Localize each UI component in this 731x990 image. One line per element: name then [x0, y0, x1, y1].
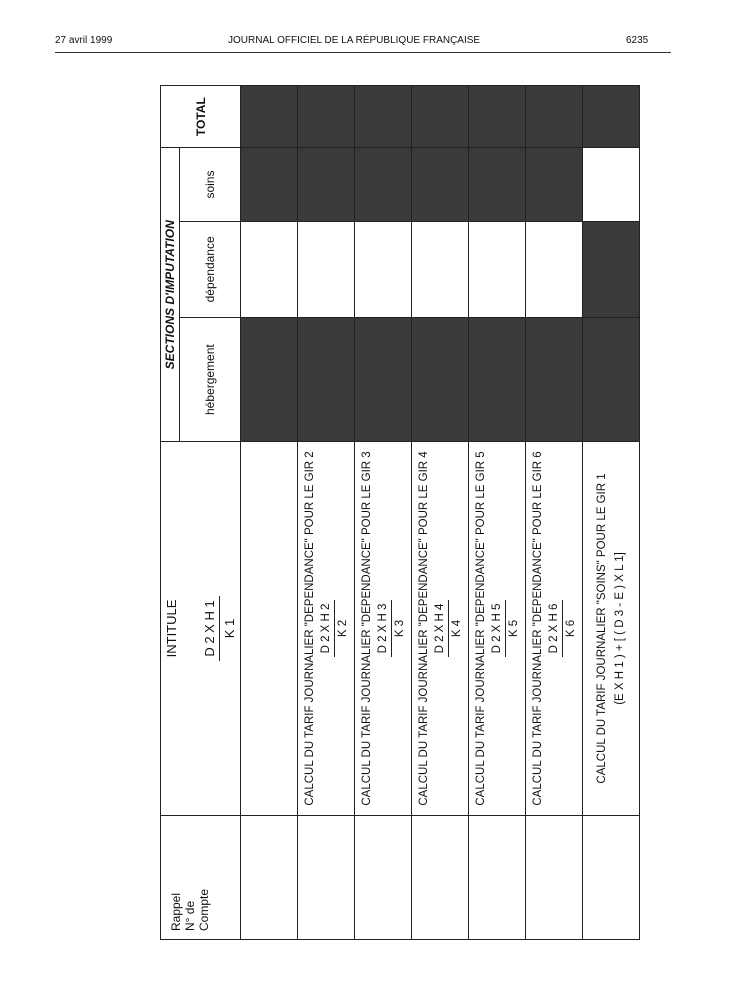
row-label: CALCUL DU TARIF JOURNALIER "DEPENDANCE" POUR LE GIR 6	[532, 451, 544, 806]
table-cell-rappel	[355, 815, 412, 939]
row-fraction-denominator: K 4	[451, 619, 463, 638]
row-fraction	[377, 600, 406, 658]
row-fraction-numerator: D 2 X H 3	[377, 600, 392, 658]
table-cell-intitule	[412, 442, 469, 815]
rotated-table-container	[160, 85, 626, 940]
table-cell-rappel	[526, 815, 583, 939]
row-label: CALCUL DU TARIF JOURNALIER "DEPENDANCE" POUR LE GIR 2	[304, 451, 316, 806]
row-fraction-denominator: K 2	[337, 619, 349, 638]
column-header-intitule	[161, 442, 241, 815]
header-date: 27 avril 1999	[55, 35, 113, 46]
first-fraction-numerator: D 2 X H 1	[202, 596, 220, 660]
row-fraction-denominator: K 5	[508, 619, 520, 638]
column-header-rappel	[161, 815, 241, 939]
first-fraction	[202, 596, 237, 660]
row-label: CALCUL DU TARIF JOURNALIER "SOINS" POUR LE GIR 1	[596, 473, 608, 784]
table-cell-intitule	[355, 442, 412, 815]
table-cell-rappel	[241, 815, 298, 939]
table-cell-total-shaded	[526, 86, 583, 148]
table-cell-dependance	[412, 221, 469, 317]
table-cell-soins-shaded	[298, 148, 355, 222]
table-cell-soins-shaded	[469, 148, 526, 222]
table-cell-dependance	[355, 221, 412, 317]
table-cell-hebergement-shaded	[355, 317, 412, 441]
row-fraction-numerator: D 2 X H 2	[320, 600, 335, 658]
row-label: CALCUL DU TARIF JOURNALIER "DEPENDANCE" POUR LE GIR 4	[418, 451, 430, 806]
column-header-dependance: dépendance	[180, 221, 241, 317]
table-cell-dependance	[526, 221, 583, 317]
table-cell-intitule	[469, 442, 526, 815]
table-cell-soins-shaded	[526, 148, 583, 222]
first-fraction-denominator: K 1	[222, 618, 237, 639]
table-cell-total-shaded	[583, 86, 640, 148]
table-cell-total-shaded	[412, 86, 469, 148]
table-cell-hebergement-shaded	[583, 317, 640, 441]
row-formula: (E X H 1 ) + [ ( D 3 - E ) X L 1]	[614, 552, 626, 705]
table-cell-hebergement-shaded	[412, 317, 469, 441]
row-fraction	[434, 600, 463, 658]
table-cell-dependance-shaded	[583, 221, 640, 317]
table-cell-dependance	[241, 221, 298, 317]
sections-imputation-header: SECTIONS D'IMPUTATION	[161, 148, 180, 442]
row-label: CALCUL DU TARIF JOURNALIER "DEPENDANCE" POUR LE GIR 5	[475, 451, 487, 806]
table-cell-hebergement-shaded	[298, 317, 355, 441]
header-rule	[55, 52, 671, 53]
table-cell-soins	[583, 148, 640, 222]
column-header-hebergement: hébergement	[180, 317, 241, 441]
column-header-total: TOTAL	[161, 86, 241, 148]
table-cell-soins-shaded	[355, 148, 412, 222]
row-fraction-numerator: D 2 X H 4	[434, 600, 449, 658]
table-cell-intitule	[298, 442, 355, 815]
table-cell-hebergement-shaded	[526, 317, 583, 441]
header-page-number: 6235	[626, 35, 649, 46]
row-fraction-numerator: D 2 X H 5	[491, 600, 506, 658]
row-fraction	[320, 600, 349, 658]
table-cell-total-shaded	[241, 86, 298, 148]
table-cell-intitule	[526, 442, 583, 815]
table-cell-total-shaded	[355, 86, 412, 148]
table-cell-rappel	[583, 815, 640, 939]
column-header-soins: soins	[180, 148, 241, 222]
rappel-label: Rappel N° de Compte	[169, 888, 211, 931]
tariff-table	[160, 85, 640, 940]
row-fraction-denominator: K 3	[394, 619, 406, 638]
intitule-label: INTITULE	[164, 599, 179, 658]
table-cell-rappel	[469, 815, 526, 939]
table-cell-dependance	[298, 221, 355, 317]
table-cell-rappel	[412, 815, 469, 939]
table-cell-hebergement-shaded	[241, 317, 298, 441]
row-fraction-denominator: K 6	[565, 619, 577, 638]
table-cell-intitule	[241, 442, 298, 815]
header-journal-title: JOURNAL OFFICIEL DE LA RÉPUBLIQUE FRANÇAISE	[228, 35, 481, 46]
table-cell-soins-shaded	[412, 148, 469, 222]
row-fraction	[491, 600, 520, 658]
table-cell-rappel	[298, 815, 355, 939]
table-cell-soins-shaded	[241, 148, 298, 222]
table-cell-intitule	[583, 442, 640, 815]
table-cell-total-shaded	[469, 86, 526, 148]
row-fraction	[548, 600, 577, 658]
table-cell-dependance	[469, 221, 526, 317]
table-cell-hebergement-shaded	[469, 317, 526, 441]
row-fraction-numerator: D 2 X H 6	[548, 600, 563, 658]
table-cell-total-shaded	[298, 86, 355, 148]
row-label: CALCUL DU TARIF JOURNALIER "DEPENDANCE" POUR LE GIR 3	[361, 451, 373, 806]
